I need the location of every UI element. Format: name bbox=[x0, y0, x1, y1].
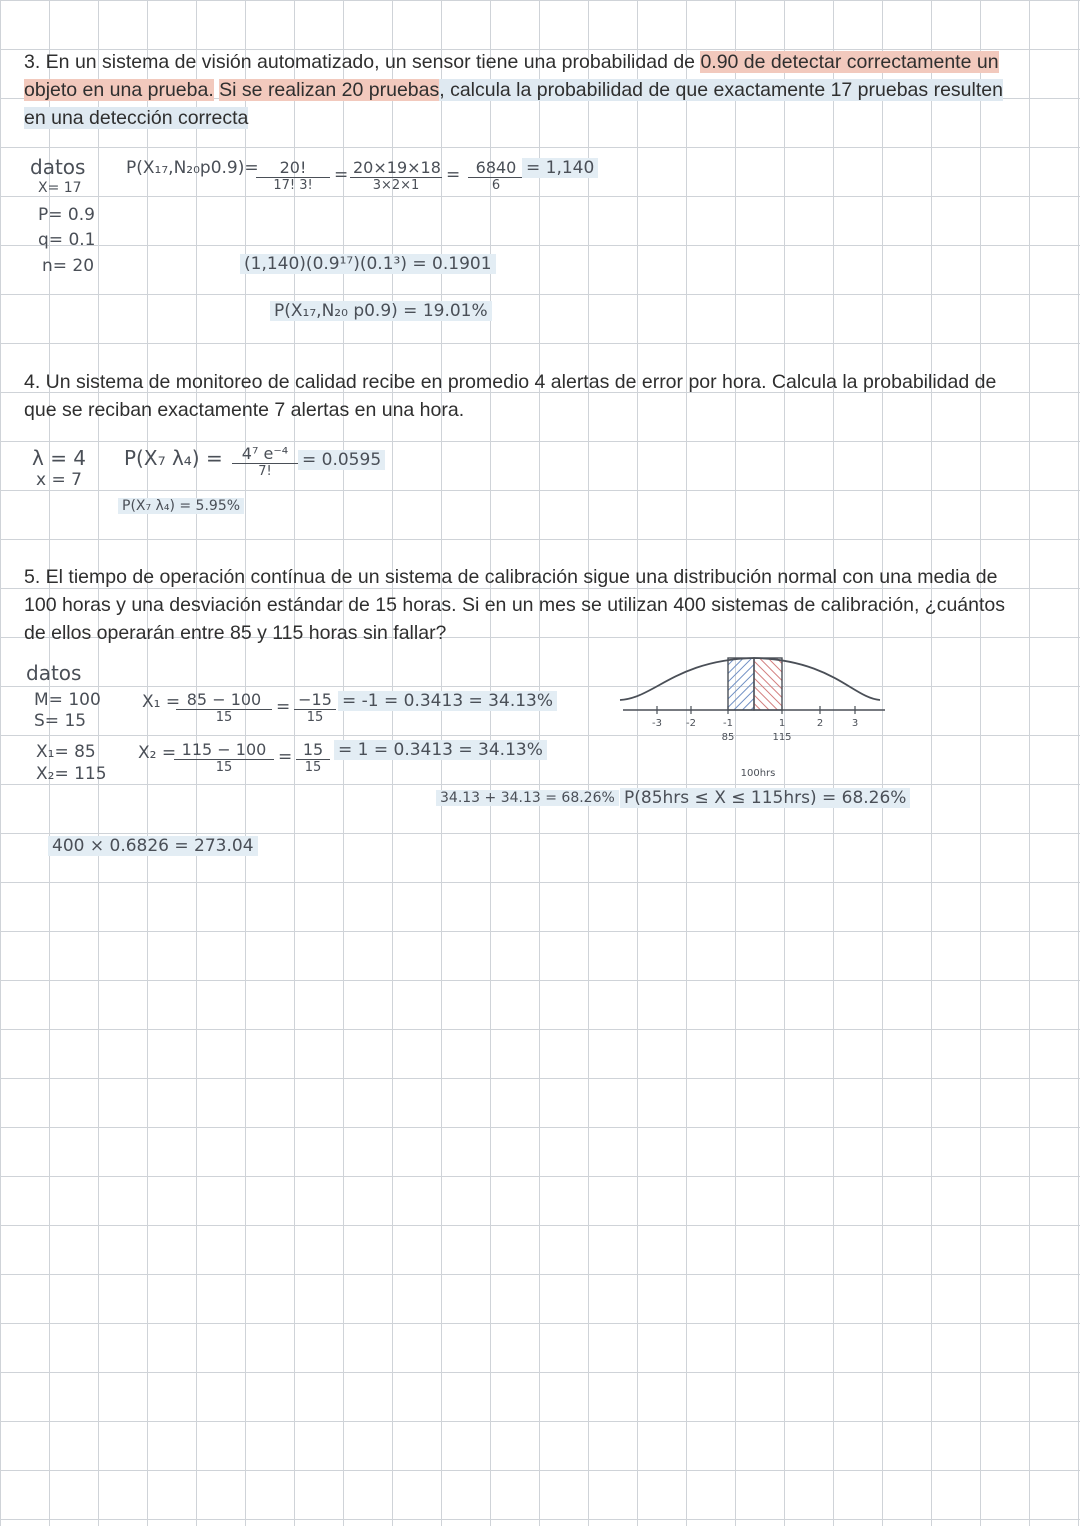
fraction-num: 15 bbox=[296, 740, 330, 760]
poisson-result: P(X₇ λ₄) = 5.95% bbox=[118, 498, 244, 514]
data-x2: X₂= 115 bbox=[36, 764, 107, 784]
fraction-den: 6 bbox=[491, 178, 501, 193]
label-85: 85 bbox=[721, 732, 735, 743]
z2-fraction-2 bbox=[296, 740, 330, 775]
fraction-factorial bbox=[256, 158, 330, 193]
highlight-trials: Si se realizan 20 pruebas bbox=[219, 79, 440, 101]
binomial-lhs: P(X₁₇,N₂₀p0.9)= bbox=[126, 158, 259, 178]
tick-label: 1 bbox=[778, 718, 786, 729]
poisson-value: = 0.0595 bbox=[298, 450, 385, 470]
data-q: q= 0.1 bbox=[38, 230, 96, 250]
final-answer: 400 × 0.6826 = 273.04 bbox=[48, 836, 258, 856]
fraction-num: 20×19×18 bbox=[350, 158, 442, 178]
poisson-lhs: P(X₇ λ₄) = bbox=[124, 446, 223, 470]
z1-fraction bbox=[176, 690, 272, 725]
tick-label: -3 bbox=[652, 718, 662, 729]
fraction-den: 3×2×1 bbox=[372, 178, 420, 193]
z1-lhs: X₁ = bbox=[142, 692, 181, 712]
label-mean: 100hrs bbox=[740, 768, 776, 779]
problem-3-text-part: 3. En un sistema de visión automatizado, un sensor tiene una probabilidad de bbox=[24, 51, 701, 73]
fraction-num: 4⁷ e⁻⁴ bbox=[232, 444, 298, 464]
datos-label-5: datos bbox=[26, 661, 82, 685]
data-lambda: λ = 4 bbox=[32, 446, 87, 470]
fraction-den: 15 bbox=[215, 760, 233, 775]
fraction-num: −15 bbox=[294, 690, 336, 710]
data-p: P= 0.9 bbox=[38, 205, 95, 225]
binomial-result: P(X₁₇,N₂₀ p0.9) = 19.01% bbox=[270, 301, 492, 321]
data-x: X= 17 bbox=[38, 180, 82, 196]
fraction-den: 7! bbox=[258, 464, 272, 479]
fraction-num: 20! bbox=[256, 158, 330, 178]
fraction-den: 15 bbox=[215, 710, 233, 725]
fraction-result bbox=[468, 158, 524, 193]
binomial-calculation: (1,140)(0.9¹⁷)(0.1³) = 0.1901 bbox=[240, 254, 496, 274]
tick-label: 2 bbox=[816, 718, 824, 729]
poisson-fraction bbox=[232, 444, 298, 479]
probability-sum: 34.13 + 34.13 = 68.26% bbox=[436, 790, 619, 806]
data-sd: S= 15 bbox=[34, 711, 87, 731]
shaded-region-left bbox=[728, 658, 754, 710]
problem-3-text bbox=[24, 48, 1024, 132]
data-mean: M= 100 bbox=[34, 690, 101, 710]
z2-fraction bbox=[174, 740, 274, 775]
datos-label-3: datos bbox=[30, 155, 86, 179]
fraction-num: 6840 bbox=[468, 158, 524, 178]
tick-label: -2 bbox=[686, 718, 696, 729]
fraction-num: 115 − 100 bbox=[174, 740, 274, 760]
data-x1: X₁= 85 bbox=[36, 742, 96, 762]
label-115: 115 bbox=[772, 732, 792, 743]
fraction-den: 15 bbox=[306, 710, 324, 725]
z2-lhs: X₂ = bbox=[138, 743, 177, 763]
fraction-den: 17! 3! bbox=[273, 178, 313, 193]
tick-label: -1 bbox=[723, 718, 733, 729]
data-x: x = 7 bbox=[36, 470, 82, 490]
probability-statement: P(85hrs ≤ X ≤ 115hrs) = 68.26% bbox=[620, 788, 910, 808]
combination-result: = 1,140 bbox=[522, 158, 598, 178]
z1-fraction-2 bbox=[294, 690, 336, 725]
highlight-probability: 0.90 de detectar correctamente un objeto en una prueba. bbox=[24, 51, 999, 101]
equals: = bbox=[278, 747, 293, 767]
tick-label: 3 bbox=[851, 718, 859, 729]
fraction-den: 15 bbox=[304, 760, 322, 775]
equals: = bbox=[276, 697, 291, 717]
problem-4-text: 4. Un sistema de monitoreo de calidad recibe en promedio 4 alertas de error por hora. Calcula la probabilidad de que se reciban exactamente 7 alertas en una hora. bbox=[24, 371, 997, 421]
normal-distribution-sketch bbox=[615, 650, 890, 785]
equals: = bbox=[446, 165, 461, 185]
problem-5-text: 5. El tiempo de operación contínua de un sistema de calibración sigue una distribución normal con una media de 100 horas y una desviación estándar de 15 horas. Si en un mes se utilizan 400 sistemas de calibración, ¿cuántos de ellos operarán entre 85 y 115 horas sin fallar? bbox=[24, 566, 1005, 644]
fraction-num: 85 − 100 bbox=[176, 690, 272, 710]
equals: = bbox=[334, 165, 349, 185]
fraction-expanded bbox=[350, 158, 442, 193]
z2-result: = 1 = 0.3413 = 34.13% bbox=[334, 740, 547, 760]
z1-result: = -1 = 0.3413 = 34.13% bbox=[338, 691, 557, 711]
data-n: n= 20 bbox=[42, 256, 95, 276]
shaded-region-right bbox=[754, 658, 782, 710]
highlight-question: , calcula la probabilidad de que exactamente 17 pruebas resulten en una detección correcta bbox=[24, 79, 1003, 129]
